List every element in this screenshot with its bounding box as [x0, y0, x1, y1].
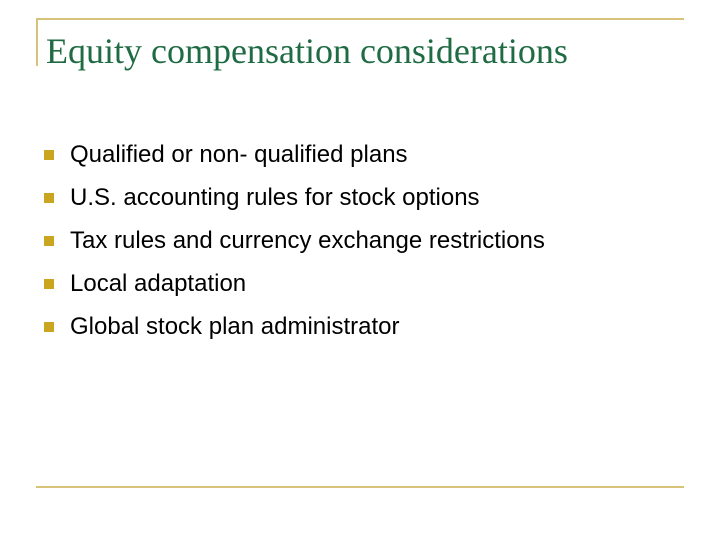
- list-item-text: U.S. accounting rules for stock options: [70, 183, 480, 211]
- list-item-text: Local adaptation: [70, 269, 247, 297]
- list-item: [44, 219, 545, 262]
- bullet-list: [44, 133, 545, 348]
- list-item: [44, 262, 545, 305]
- bottom-divider: [36, 486, 684, 488]
- list-item-text: Global stock plan administrator: [70, 312, 400, 340]
- left-accent-bar: [36, 18, 38, 66]
- square-bullet-icon: [44, 193, 54, 203]
- list-item: [44, 305, 545, 348]
- list-item-text: Qualified or non- qualified plans: [70, 140, 408, 168]
- square-bullet-icon: [44, 279, 54, 289]
- list-item: [44, 133, 545, 176]
- list-item-text: Tax rules and currency exchange restrictions: [70, 226, 545, 254]
- square-bullet-icon: [44, 236, 54, 246]
- top-divider: [36, 18, 684, 20]
- slide-title: Equity compensation considerations: [46, 31, 568, 71]
- square-bullet-icon: [44, 322, 54, 332]
- square-bullet-icon: [44, 150, 54, 160]
- list-item: [44, 176, 545, 219]
